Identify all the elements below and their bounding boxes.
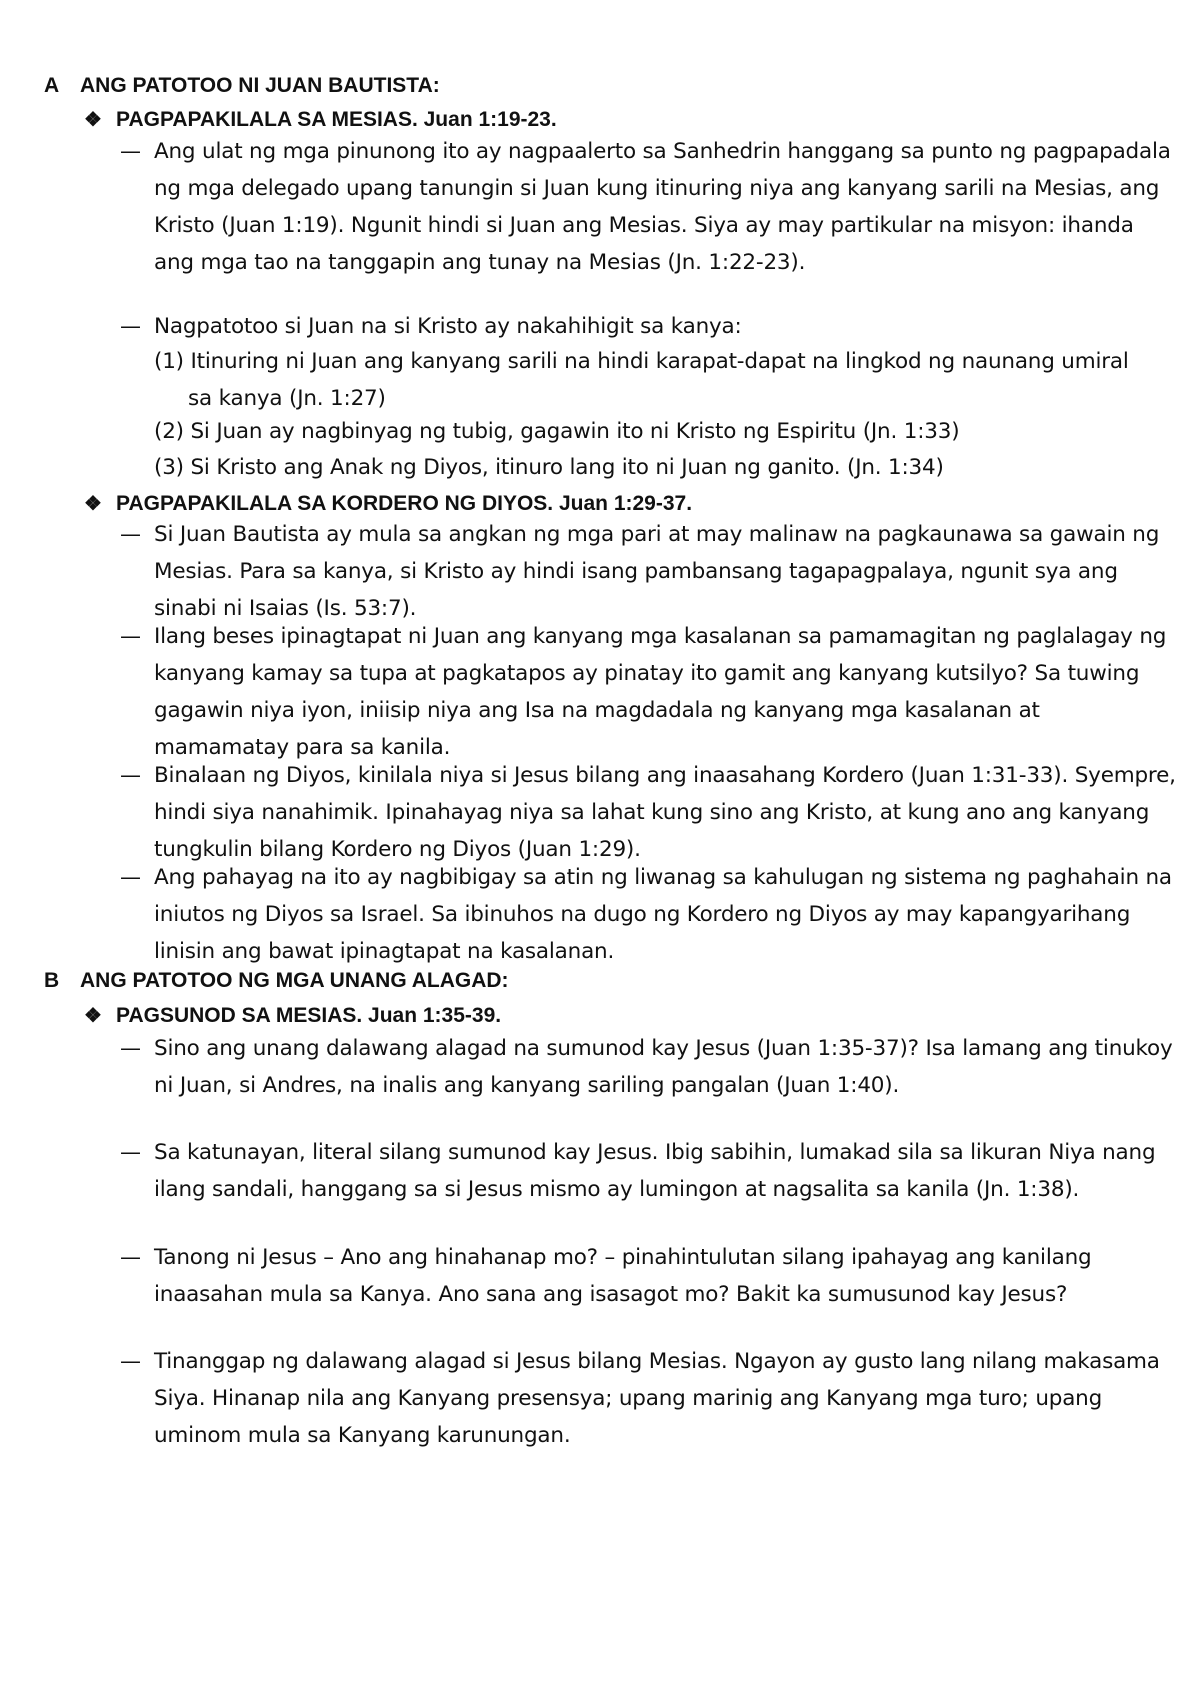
numbered-text: (1) Itinuring ni Juan ang kanyang sarili na hindi karapat-dapat na lingkod ng naunang umiral sa kanya (Jn. 1:27) bbox=[154, 349, 1129, 411]
subsection-heading bbox=[84, 1002, 1164, 1030]
numbered-text: (3) Si Kristo ang Anak ng Diyos, itinuro lang ito ni Juan ng ganito. (Jn. 1:34) bbox=[154, 455, 944, 480]
section-letter: A bbox=[44, 74, 60, 97]
em-dash-bullet-icon: — bbox=[120, 314, 141, 338]
numbered-text: (2) Si Juan ay nagbinyag ng tubig, gagawin ito ni Kristo ng Espiritu (Jn. 1:33) bbox=[154, 419, 960, 444]
bullet-text: Ang ulat ng mga pinunong ito ay nagpaalerto sa Sanhedrin hanggang sa punto ng pagpapadala ng mga delegado upang tanungin si Juan kung itinuring niya ang kanyang sarili na Mesias, ang Kristo (Juan 1:19). Ngunit hindi si Juan ang Mesias. Siya ay may partikular na misyon: ihanda ang mga tao na tanggapin ang tunay na Mesias (Jn. 1:22-23). bbox=[154, 139, 1171, 275]
bullet-item bbox=[120, 1239, 1180, 1313]
diamond-bullet-icon: ❖ bbox=[84, 493, 102, 515]
em-dash-bullet-icon: — bbox=[120, 763, 141, 787]
bullet-text: Binalaan ng Diyos, kinilala niya si Jesus bilang ang inaasahang Kordero (Juan 1:31-33). Syempre, hindi siya nanahimik. Ipinahayag niya sa lahat kung sino ang Kristo, at kung ano ang kanyang tungkulin bilang Kordero ng Diyos (Juan 1:29). bbox=[154, 763, 1176, 862]
subsection-heading bbox=[84, 490, 1164, 518]
em-dash-bullet-icon: — bbox=[120, 1349, 141, 1373]
bullet-item bbox=[120, 1134, 1180, 1208]
bullet-text: Sino ang unang dalawang alagad na sumunod kay Jesus (Juan 1:35-37)? Isa lamang ang tinukoy ni Juan, si Andres, na inalis ang kanyang sariling pangalan (Juan 1:40). bbox=[154, 1036, 1173, 1098]
section-title: ANG PATOTOO NI JUAN BAUTISTA: bbox=[80, 74, 440, 97]
bullet-item bbox=[120, 757, 1180, 868]
bullet-text: Tinanggap ng dalawang alagad si Jesus bilang Mesias. Ngayon ay gusto lang nilang makasama Siya. Hinanap nila ang Kanyang presensya; upang marinig ang Kanyang mga turo; upang uminom mula sa Kanyang karunungan. bbox=[154, 1349, 1160, 1448]
bullet-item bbox=[120, 308, 1180, 345]
em-dash-bullet-icon: — bbox=[120, 865, 141, 889]
em-dash-bullet-icon: — bbox=[120, 624, 141, 648]
bullet-text: Nagpatotoo si Juan na si Kristo ay nakahihigit sa kanya: bbox=[154, 314, 742, 339]
section-title: ANG PATOTOO NG MGA UNANG ALAGAD: bbox=[80, 969, 509, 992]
bullet-item bbox=[120, 859, 1180, 970]
bullet-text: Si Juan Bautista ay mula sa angkan ng mga pari at may malinaw na pagkaunawa sa gawain ng Mesias. Para sa kanya, si Kristo ay hindi isang pambansang tagapagpalaya, ngunit sya ang sinabi ni Isaias (Is. 53:7). bbox=[154, 522, 1160, 621]
diamond-bullet-icon: ❖ bbox=[84, 109, 102, 131]
diamond-bullet-icon: ❖ bbox=[84, 1005, 102, 1027]
bullet-text: Ilang beses ipinagtapat ni Juan ang kanyang mga kasalanan sa pamamagitan ng paglalagay ng kanyang kamay sa tupa at pagkatapos ay pinatay ito gamit ang kanyang kutsilyo? Sa tuwing gagawin niya iyon, iniisip niya ang Isa na magdadala ng kanyang mga kasalanan at mamamatay para sa kanila. bbox=[154, 624, 1167, 760]
numbered-item bbox=[154, 343, 1154, 417]
subsection-title: PAGPAPAKILALA SA MESIAS. Juan 1:19-23. bbox=[116, 108, 557, 131]
em-dash-bullet-icon: — bbox=[120, 522, 141, 546]
subsection-title: PAGPAPAKILALA SA KORDERO NG DIYOS. Juan 1:29-37. bbox=[116, 492, 693, 515]
subsection-heading bbox=[84, 106, 1164, 134]
bullet-item bbox=[120, 1030, 1180, 1104]
bullet-text: Sa katunayan, literal silang sumunod kay Jesus. Ibig sabihin, lumakad sila sa likuran Niya nang ilang sandali, hanggang sa si Jesus mismo ay lumingon at nagsalita sa kanila (Jn. 1:38). bbox=[154, 1140, 1156, 1202]
em-dash-bullet-icon: — bbox=[120, 1245, 141, 1269]
em-dash-bullet-icon: — bbox=[120, 139, 141, 163]
section-heading-b bbox=[44, 967, 1144, 995]
numbered-item bbox=[154, 449, 1154, 486]
section-letter: B bbox=[44, 969, 60, 992]
bullet-item bbox=[120, 516, 1180, 627]
em-dash-bullet-icon: — bbox=[120, 1036, 141, 1060]
bullet-text: Tanong ni Jesus – Ano ang hinahanap mo? – pinahintulutan silang ipahayag ang kanilang inaasahan mula sa Kanya. Ano sana ang isasagot mo? Bakit ka sumusunod kay Jesus? bbox=[154, 1245, 1092, 1307]
bullet-item bbox=[120, 1343, 1180, 1454]
section-heading-a bbox=[44, 72, 1144, 100]
bullet-item bbox=[120, 618, 1180, 766]
em-dash-bullet-icon: — bbox=[120, 1140, 141, 1164]
subsection-title: PAGSUNOD SA MESIAS. Juan 1:35-39. bbox=[116, 1004, 502, 1027]
bullet-text: Ang pahayag na ito ay nagbibigay sa atin ng liwanag sa kahulugan ng sistema ng paghahain na iniutos ng Diyos sa Israel. Sa ibinuhos na dugo ng Kordero ng Diyos ay may kapangyarihang linisin ang bawat ipinagtapat na kasalanan. bbox=[154, 865, 1172, 964]
numbered-item bbox=[154, 413, 1154, 450]
bullet-item bbox=[120, 133, 1180, 281]
